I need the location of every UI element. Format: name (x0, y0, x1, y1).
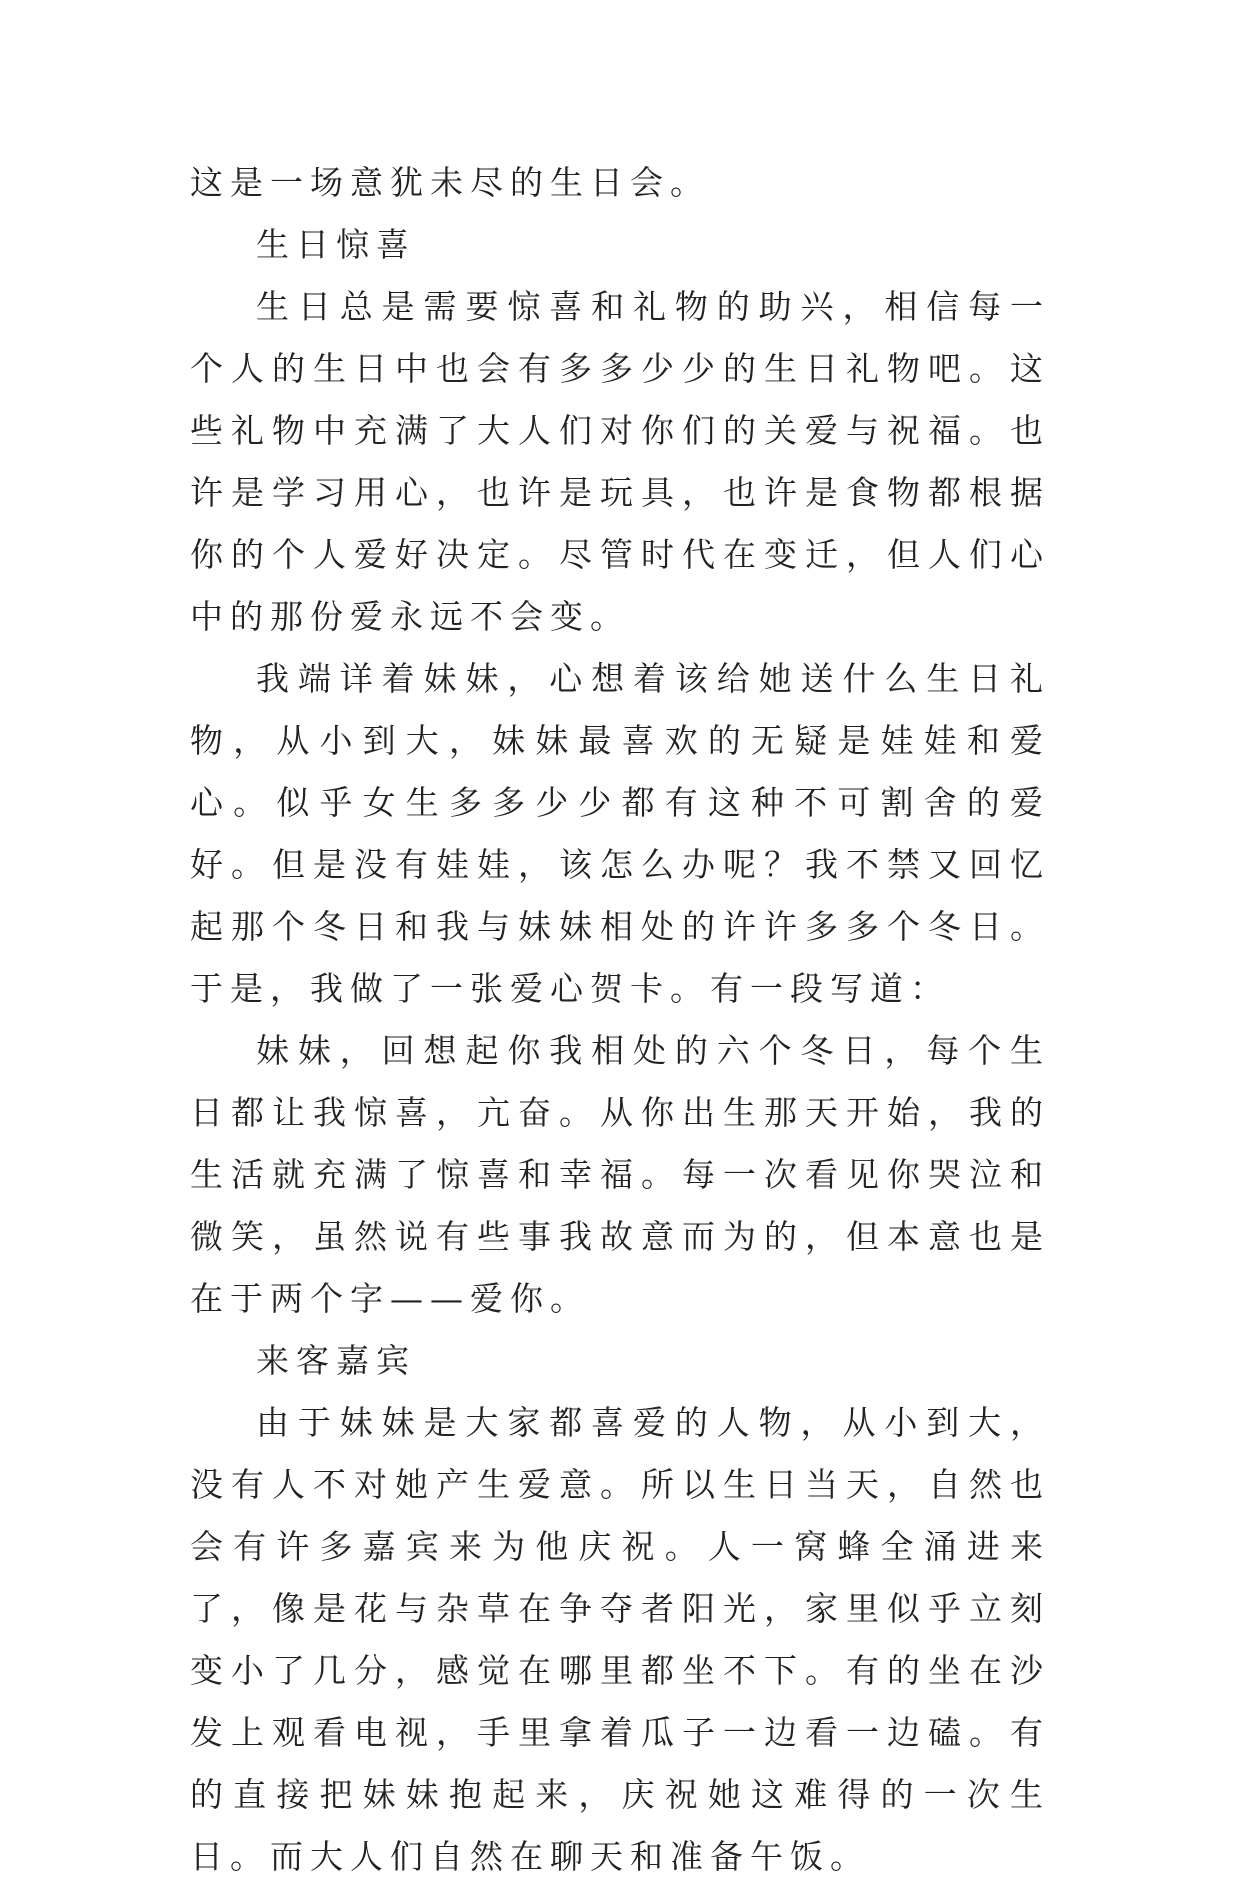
paragraph: 这是一场意犹未尽的生日会。 (190, 163, 710, 202)
paragraph: 妹妹，回想起你我相处的六个冬日，每个生日都让我惊喜，亢奋。从你出生那天开始，我的生活就充满了惊喜和幸福。每一次看见你哭泣和微笑，虽然说有些事我故意而为的，但本意也是在于两个字——爱你。 (190, 1031, 1050, 1318)
paragraph: 我端详着妹妹，心想着该给她送什么生日礼物，从小到大，妹妹最喜欢的无疑是娃娃和爱心。似乎女生多多少少都有这种不可割舍的爱好。但是没有娃娃，该怎么办呢？我不禁又回忆起那个冬日和我与妹妹相处的许许多多个冬日。于是，我做了一张爱心贺卡。有一段写道： (190, 659, 1050, 1008)
paragraph: 生日总是需要惊喜和礼物的助兴，相信每一个人的生日中也会有多多少少的生日礼物吧。这些礼物中充满了大人们对你们的关爱与祝福。也许是学习用心，也许是玩具，也许是食物都根据你的个人爱好决定。尽管时代在变迁，但人们心中的那份爱永远不会变。 (190, 287, 1050, 636)
body-text (190, 152, 1050, 1888)
section-heading: 来客嘉宾 (256, 1341, 416, 1380)
section-heading: 生日惊喜 (256, 225, 416, 264)
paragraph: 由于妹妹是大家都喜爱的人物，从小到大，没有人不对她产生爱意。所以生日当天，自然也会有许多嘉宾来为他庆祝。人一窝蜂全涌进来了，像是花与杂草在争夺者阳光，家里似乎立刻变小了几分，感觉在哪里都坐不下。有的坐在沙发上观看电视，手里拿着瓜子一边看一边磕。有的直接把妹妹抱起来，庆祝她这难得的一次生日。而大人们自然在聊天和准备午饭。 (190, 1403, 1050, 1876)
